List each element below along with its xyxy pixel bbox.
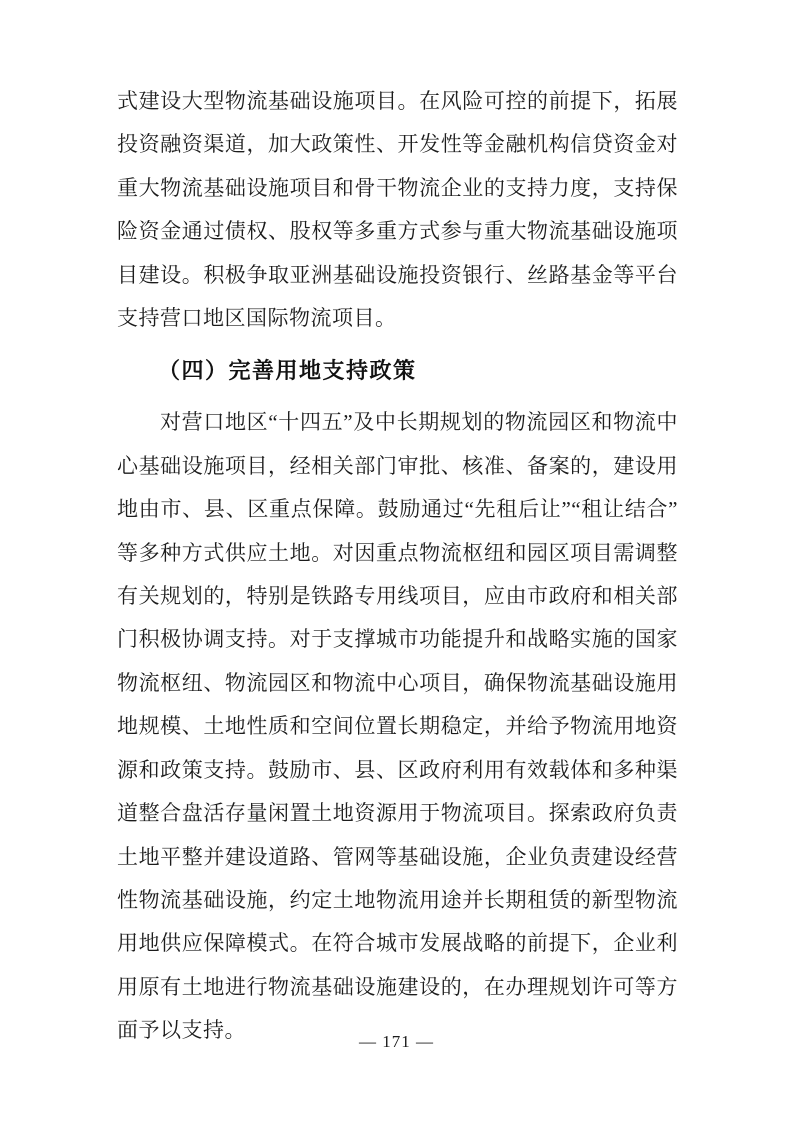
paragraph-continuation: 式建设大型物流基础设施项目。在风险可控的前提下，拓展投资融资渠道，加大政策性、开发性等金融机构信贷资金对重大物流基础设施项目和骨干物流企业的支持力度，支持保险资金通过债权、股权等多重方式参与重大物流基础设施项目建设。积极争取亚洲基础设施投资银行、丝路基金等平台支持营口地区国际物流项目。 <box>117 89 678 331</box>
paragraph-body: 对营口地区“十四五”及中长期规划的物流园区和物流中心基础设施项目，经相关部门审批、核准、备案的，建设用地由市、县、区重点保障。鼓励通过“先租后让”“租让结合”等多种方式供应土地。对因重点物流枢纽和园区项目需调整有关规划的，特别是铁路专用线项目，应由市政府和相关部门积极协调支持。对于支撑城市功能提升和战略实施的国家物流枢纽、物流园区和物流中心项目，确保物流基础设施用地规模、土地性质和空间位置长期稳定，并给予物流用地资源和政策支持。鼓励市、县、区政府利用有效载体和多种渠道整合盘活存量闲置土地资源用于物流项目。探索政府负责土地平整并建设道路、管网等基础设施，企业负责建设经营性物流基础设施，约定土地物流用途并长期租赁的新型物流用地供应保障模式。在符合城市发展战略的前提下，企业利用原有土地进行物流基础设施建设的，在办理规划许可等方面予以支持。 <box>117 410 678 1043</box>
page-content <box>117 80 678 1053</box>
section-heading: （四）完善用地支持政策 <box>158 358 417 384</box>
page-number: — 171 — <box>359 1032 434 1051</box>
